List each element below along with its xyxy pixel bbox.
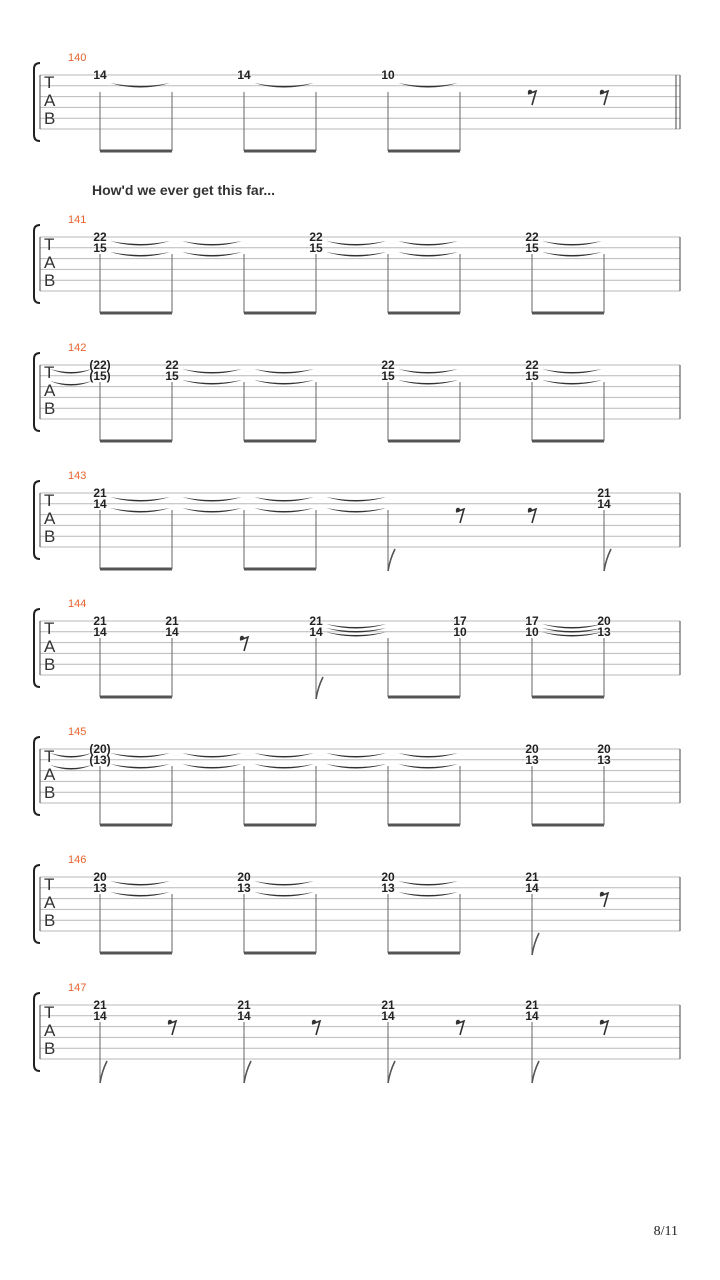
note-flag — [532, 1061, 539, 1083]
fret-number: 15 — [93, 241, 107, 255]
tie-arc — [398, 83, 458, 88]
fret-number: 13 — [93, 881, 107, 895]
fret-number: (22) — [89, 358, 111, 372]
tie-arc — [398, 892, 458, 897]
tab-system — [34, 342, 680, 441]
fret-number: 22 — [93, 230, 107, 244]
fret-number: 21 — [525, 998, 539, 1012]
tie-arc — [182, 497, 242, 502]
fret-number: 20 — [597, 614, 611, 628]
incoming-tie — [50, 753, 92, 758]
fret-number: 13 — [381, 881, 395, 895]
tie-arc — [542, 380, 602, 385]
bar-number: 143 — [68, 470, 87, 482]
fret-number: 14 — [93, 625, 107, 639]
tab-letter: A — [44, 91, 56, 110]
fret-number: 10 — [525, 625, 539, 639]
tab-letter: B — [44, 271, 56, 290]
tie-arc — [326, 508, 386, 513]
tie-arc — [182, 380, 242, 385]
fret-number: 21 — [597, 486, 611, 500]
tie-arc — [398, 764, 458, 769]
system-bracket — [34, 865, 40, 943]
tab-letter: B — [44, 527, 56, 546]
slide-arc — [542, 632, 602, 637]
tie-arc — [326, 241, 386, 246]
fret-number: 14 — [597, 497, 611, 511]
fret-number: 14 — [237, 68, 251, 82]
fret-number: 15 — [165, 369, 179, 383]
fret-number: 14 — [165, 625, 179, 639]
fret-number: (20) — [89, 742, 111, 756]
fret-number: 21 — [381, 998, 395, 1012]
tie-arc — [182, 252, 242, 257]
eighth-rest — [528, 90, 536, 105]
tie-arc — [398, 380, 458, 385]
system-bracket — [34, 63, 40, 141]
fret-number: 17 — [453, 614, 467, 628]
rest-stroke — [528, 91, 536, 105]
tie-arc — [110, 497, 170, 502]
note-flag — [316, 677, 323, 699]
fret-number: 20 — [381, 870, 395, 884]
fret-number: 14 — [525, 881, 539, 895]
tie-arc — [542, 369, 602, 374]
fret-number: 22 — [381, 358, 395, 372]
tie-arc — [398, 241, 458, 246]
tie-arc — [110, 83, 170, 88]
fret-number: (15) — [89, 369, 111, 383]
system-bracket — [34, 609, 40, 687]
fret-number: 20 — [237, 870, 251, 884]
fret-number: 21 — [165, 614, 179, 628]
tie-arc — [254, 369, 314, 374]
eighth-rest — [600, 892, 608, 907]
tab-letter: A — [44, 509, 56, 528]
tie-arc — [110, 881, 170, 886]
note-flag — [100, 1061, 107, 1083]
tie-arc — [254, 892, 314, 897]
fret-number: 15 — [525, 369, 539, 383]
fret-number: 14 — [237, 1009, 251, 1023]
note-flag — [388, 1061, 395, 1083]
tie-arc — [182, 369, 242, 374]
tab-letter: B — [44, 109, 56, 128]
tie-arc — [254, 497, 314, 502]
fret-number: 21 — [525, 870, 539, 884]
tab-system — [34, 214, 680, 313]
fret-number: 20 — [525, 742, 539, 756]
rest-stroke — [600, 1021, 608, 1035]
tab-system — [34, 726, 680, 825]
tab-letter: T — [44, 747, 55, 766]
fret-number: 15 — [309, 241, 323, 255]
tie-arc — [110, 753, 170, 758]
fret-number: (13) — [89, 753, 111, 767]
fret-number: 13 — [597, 625, 611, 639]
incoming-tie — [50, 369, 92, 374]
fret-number: 21 — [93, 998, 107, 1012]
tie-arc — [254, 380, 314, 385]
tie-arc — [110, 764, 170, 769]
fret-number: 14 — [525, 1009, 539, 1023]
lyric-line: How'd we ever get this far... — [92, 182, 276, 198]
tie-arc — [398, 881, 458, 886]
tab-systems — [34, 52, 680, 1083]
rest-stroke — [240, 637, 248, 651]
slide-arc — [326, 632, 386, 637]
tab-letter: A — [44, 893, 56, 912]
rest-stroke — [312, 1021, 320, 1035]
bar-number: 145 — [68, 726, 87, 738]
incoming-tie — [50, 765, 92, 770]
fret-number: 17 — [525, 614, 539, 628]
incoming-tie — [50, 381, 92, 386]
bar-number: 141 — [68, 214, 87, 226]
tie-arc — [110, 508, 170, 513]
tie-arc — [182, 753, 242, 758]
tie-arc — [398, 369, 458, 374]
system-bracket — [34, 993, 40, 1071]
eighth-rest — [456, 508, 464, 523]
tab-system — [34, 52, 680, 151]
tab-system — [34, 854, 680, 955]
tie-arc — [326, 764, 386, 769]
eighth-rest — [528, 508, 536, 523]
eighth-rest — [600, 90, 608, 105]
fret-number: 20 — [93, 870, 107, 884]
tab-system — [34, 470, 680, 571]
fret-number: 13 — [237, 881, 251, 895]
eighth-rest — [168, 1020, 176, 1035]
fret-number: 21 — [93, 614, 107, 628]
tie-arc — [110, 241, 170, 246]
fret-number: 15 — [525, 241, 539, 255]
fret-number: 13 — [597, 753, 611, 767]
fret-number: 15 — [381, 369, 395, 383]
tie-arc — [182, 764, 242, 769]
fret-number: 20 — [597, 742, 611, 756]
tab-letter: T — [44, 363, 55, 382]
fret-number: 14 — [93, 497, 107, 511]
eighth-rest — [600, 1020, 608, 1035]
bar-number: 146 — [68, 854, 87, 866]
tab-letter: T — [44, 235, 55, 254]
rest-stroke — [600, 91, 608, 105]
note-flag — [388, 549, 395, 571]
fret-number: 21 — [237, 998, 251, 1012]
tab-letter: T — [44, 1003, 55, 1022]
rest-stroke — [456, 509, 464, 523]
rest-stroke — [528, 509, 536, 523]
tie-arc — [254, 753, 314, 758]
tie-arc — [182, 508, 242, 513]
eighth-rest — [312, 1020, 320, 1035]
tab-letter: A — [44, 637, 56, 656]
tab-letter: A — [44, 381, 56, 400]
tab-letter: B — [44, 1039, 56, 1058]
fret-number: 14 — [309, 625, 323, 639]
tie-arc — [182, 241, 242, 246]
fret-number: 22 — [165, 358, 179, 372]
tie-arc — [326, 497, 386, 502]
fret-number: 21 — [93, 486, 107, 500]
fret-number: 14 — [93, 1009, 107, 1023]
tab-letter: B — [44, 911, 56, 930]
tie-arc — [254, 508, 314, 513]
rest-stroke — [456, 1021, 464, 1035]
note-flag — [244, 1061, 251, 1083]
fret-number: 22 — [525, 358, 539, 372]
tab-system — [34, 982, 680, 1083]
bar-number: 142 — [68, 342, 87, 354]
tab-letter: T — [44, 619, 55, 638]
tie-arc — [110, 252, 170, 257]
tie-arc — [254, 764, 314, 769]
tie-arc — [398, 753, 458, 758]
fret-number: 22 — [309, 230, 323, 244]
tie-arc — [326, 753, 386, 758]
system-bracket — [34, 481, 40, 559]
note-flag — [532, 933, 539, 955]
tab-letter: T — [44, 491, 55, 510]
tie-arc — [542, 252, 602, 257]
fret-number: 13 — [525, 753, 539, 767]
system-bracket — [34, 225, 40, 303]
tie-arc — [326, 252, 386, 257]
tab-letter: A — [44, 253, 56, 272]
note-flag — [604, 549, 611, 571]
bar-number: 140 — [68, 52, 87, 64]
fret-number: 14 — [381, 1009, 395, 1023]
tie-arc — [398, 252, 458, 257]
system-bracket — [34, 353, 40, 431]
fret-number: 10 — [453, 625, 467, 639]
tie-arc — [110, 892, 170, 897]
slide-arc — [326, 624, 386, 629]
rest-stroke — [600, 893, 608, 907]
tab-system — [34, 598, 680, 699]
tab-letter: T — [44, 73, 55, 92]
eighth-rest — [240, 636, 248, 651]
eighth-rest — [456, 1020, 464, 1035]
system-bracket — [34, 737, 40, 815]
fret-number: 14 — [93, 68, 107, 82]
fret-number: 22 — [525, 230, 539, 244]
slide-arc — [542, 624, 602, 629]
tab-letter: B — [44, 655, 56, 674]
bar-number: 144 — [68, 598, 87, 610]
page-number: 8/11 — [653, 1224, 678, 1239]
rest-stroke — [168, 1021, 176, 1035]
tab-letter: T — [44, 875, 55, 894]
tab-letter: A — [44, 1021, 56, 1040]
fret-number: 10 — [381, 68, 395, 82]
bar-number: 147 — [68, 982, 87, 994]
tie-arc — [254, 881, 314, 886]
tie-arc — [542, 241, 602, 246]
tab-letter: A — [44, 765, 56, 784]
tab-letter: B — [44, 399, 56, 418]
tie-arc — [254, 83, 314, 88]
fret-number: 21 — [309, 614, 323, 628]
tab-letter: B — [44, 783, 56, 802]
